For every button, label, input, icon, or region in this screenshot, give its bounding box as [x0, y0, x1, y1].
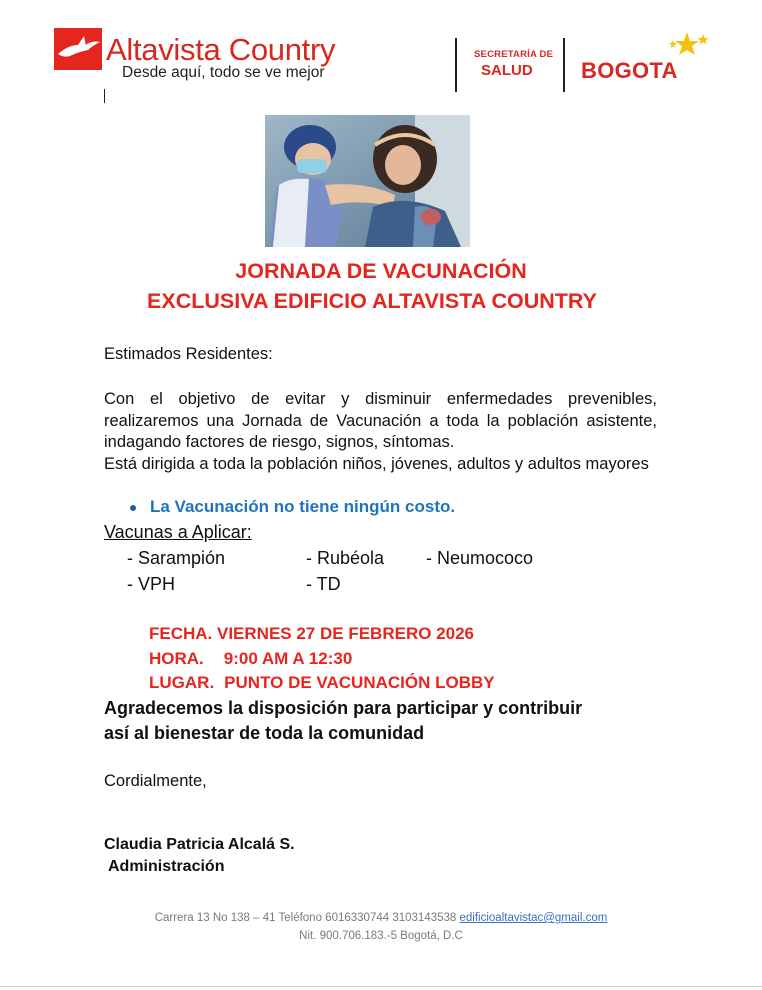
title-line-1: JORNADA DE VACUNACIÓN — [235, 259, 527, 283]
logo-divider — [563, 38, 565, 92]
footer-nit: Nit. 900.706.183.-5 Bogotá, D.C — [299, 930, 463, 942]
logo-slogan: Desde aquí, todo se ve mejor — [122, 64, 325, 81]
secretaria-bogota-logo — [455, 30, 720, 92]
vaccine-item: - Neumococo — [426, 548, 534, 568]
footer-address-phone: Carrera 13 No 138 – 41 Teléfono 6016330744 3103143538 — [154, 912, 457, 924]
signer-role: Administración — [108, 858, 225, 875]
vaccine-item: - TD — [306, 574, 341, 594]
time-label: HORA. — [149, 649, 204, 668]
footer-email-link[interactable]: edificioaltavistac@gmail.com — [459, 912, 608, 924]
vaccination-photo — [265, 115, 470, 247]
title-line-2: EXCLUSIVA EDIFICIO ALTAVISTA COUNTRY — [147, 289, 597, 313]
thanks-line-1: Agradecemos la disposición para participar y contribuir — [104, 698, 583, 718]
footer-contact — [0, 912, 762, 924]
vaccine-item: - Rubéola — [306, 548, 385, 568]
logo-divider — [455, 38, 457, 92]
paragraph-2: Está dirigida a toda la población niños, jóvenes, adultos y adultos mayores — [104, 454, 649, 473]
free-vaccination-note: La Vacunación no tiene ningún costo. — [150, 497, 456, 516]
greeting: Estimados Residentes: — [104, 345, 273, 363]
altavista-logo — [54, 28, 374, 88]
event-time — [149, 649, 352, 669]
place-label: LUGAR. — [149, 673, 215, 692]
vaccines-heading: Vacunas a Aplicar: — [104, 522, 252, 542]
logo-name: Altavista Country — [106, 32, 336, 67]
place-value: PUNTO DE VACUNACIÓN LOBBY — [224, 673, 495, 692]
bullet-icon — [130, 505, 136, 511]
paragraph-1: Con el objetivo de evitar y disminuir enfermedades prevenibles, realizaremos una Jornada de Vacunación a toda la población asistente, indagando factores de riesgo, signos, síntomas. — [104, 390, 657, 451]
cordially: Cordialmente, — [104, 772, 207, 790]
event-date: FECHA. VIERNES 27 DE FEBRERO 2026 — [149, 624, 474, 643]
time-value: 9:00 AM A 12:30 — [223, 649, 353, 668]
intro-paragraph — [104, 389, 657, 475]
bogota-logo-text: BOGOTA — [581, 58, 678, 83]
bird-logo-icon — [54, 28, 102, 70]
text-cursor — [104, 89, 105, 103]
vaccine-item: - Sarampión — [127, 548, 226, 568]
vaccine-item: - VPH — [127, 574, 176, 594]
event-place — [149, 673, 495, 693]
stars-icon — [663, 30, 711, 62]
signer-name: Claudia Patricia Alcalá S. — [104, 836, 295, 853]
thanks-line-2: así al bienestar de toda la comunidad — [104, 723, 425, 743]
page-bottom-rule — [0, 986, 762, 987]
secretaria-label: SECRETARÍA DE — [474, 49, 554, 60]
salud-label: SALUD — [481, 62, 533, 79]
